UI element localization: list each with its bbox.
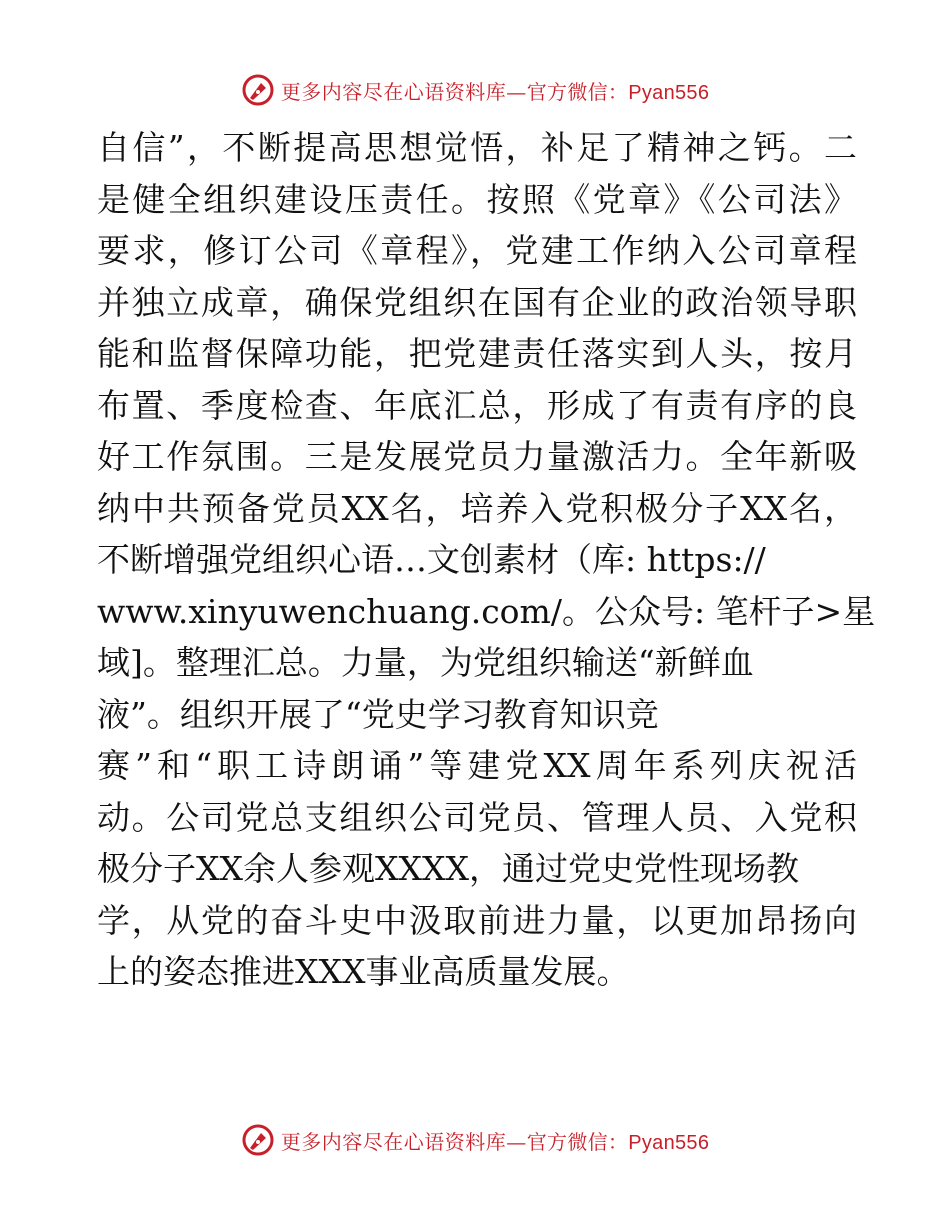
watermark-footer: [0, 1120, 950, 1160]
body-line: 要求，修订公司《章程》，党建工作纳入公司章程: [97, 231, 857, 270]
body-line: 是健全组织建设压责任。按照《党章》《公司法》: [97, 179, 857, 219]
body-line: 上的姿态推进XXX事业高质量发展。: [97, 952, 630, 991]
body-line: 自信”，不断提高思想觉悟，补足了精神之钙。二: [97, 128, 857, 167]
watermark-sub-text: 官方微信：Pyan556: [526, 1131, 710, 1154]
body-line: 动。公司党总支组织公司党员、管理人员、入党积: [97, 797, 857, 837]
body-line: 赛”和“职工诗朗诵”等建党XX周年系列庆祝活: [97, 746, 857, 785]
body-line: www.xinyuwenchuang.com/。公众号: 笔杆子>星: [97, 591, 876, 631]
watermark-main-text: 更多内容尽在心语资料库—: [280, 1129, 527, 1154]
body-line: 并独立成章，确保党组织在国有企业的政治领导职: [97, 282, 857, 322]
watermark-header: [0, 70, 950, 110]
body-line: 液”。组织开展了“党史学习教育知识竞: [97, 694, 659, 734]
pen-nib-logo-icon: [241, 73, 275, 107]
body-line: 极分子XX余人参观XXXX，通过党史党性现场教: [97, 849, 799, 888]
body-line: 不断增强党组织心语…文创素材（库: https://: [97, 540, 766, 579]
pen-nib-logo-icon: [241, 1123, 275, 1157]
document-body: [97, 122, 876, 998]
watermark-main-text: 更多内容尽在心语资料库—: [280, 79, 527, 104]
body-line: 纳中共预备党员XX名，培养入党积极分子XX名，: [97, 488, 857, 528]
body-line: 能和监督保障功能，把党建责任落实到人头，按月: [97, 334, 857, 373]
body-line: 域]。整理汇总。力量，为党组织输送“新鲜血: [97, 643, 754, 682]
watermark-sub-text: 官方微信：Pyan556: [526, 81, 710, 104]
body-line: 学，从党的奋斗史中汲取前进力量，以更加昂扬向: [97, 900, 857, 940]
body-line: 好工作氛围。三是发展党员力量激活力。全年新吸: [97, 437, 857, 476]
body-line: 布置、季度检查、年底汇总，形成了有责有序的良: [97, 385, 857, 425]
